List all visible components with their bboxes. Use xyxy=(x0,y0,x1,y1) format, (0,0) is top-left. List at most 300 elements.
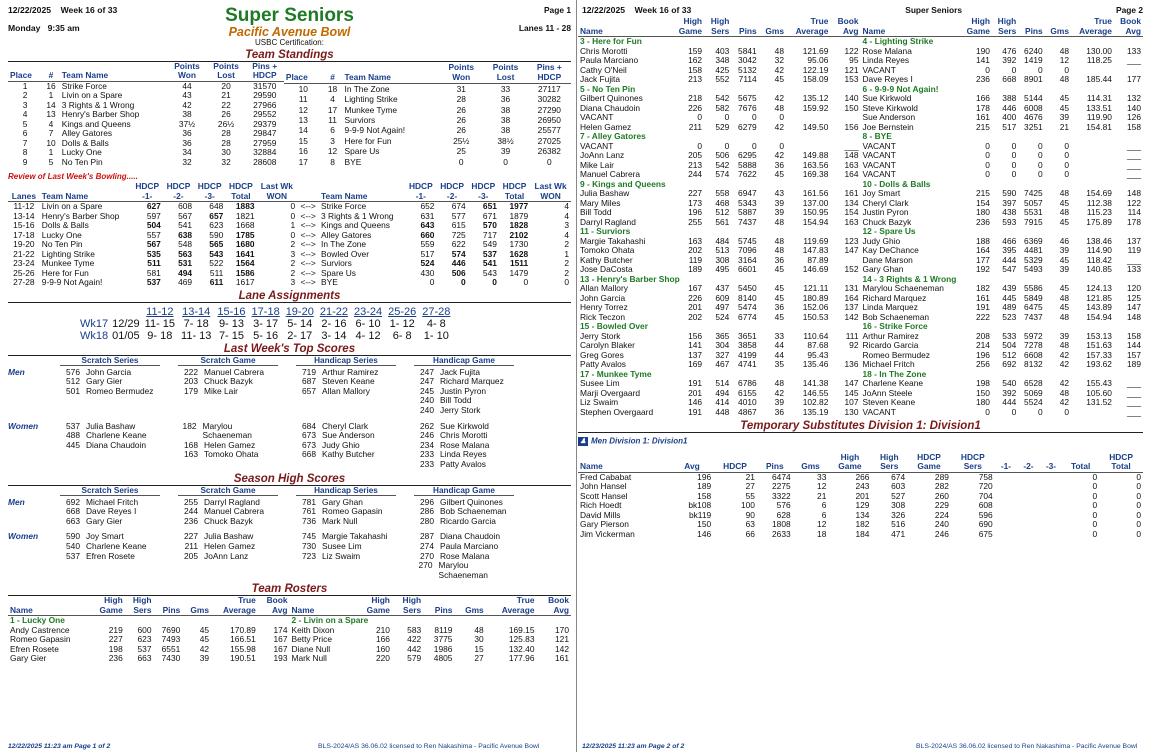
standings-cell: 1 xyxy=(22,80,28,91)
sub-cell: 0 xyxy=(1092,519,1098,530)
sub-cell: 158 xyxy=(697,490,712,501)
standings-cell: 44 xyxy=(182,80,192,91)
standings-cell: 14 xyxy=(46,99,56,110)
roster-cell: 0 xyxy=(1011,140,1017,151)
roster-cell: 425 xyxy=(715,64,730,75)
roster-table xyxy=(861,17,1144,417)
roster-cell: Marji Overgaard xyxy=(580,387,641,398)
roster-cell: 6528 xyxy=(1024,378,1043,389)
roster-cell: 448 xyxy=(715,406,730,417)
roster-cell: 533 xyxy=(1002,330,1017,341)
roster-cell: 552 xyxy=(715,74,730,85)
roster-cell: 537 xyxy=(137,643,152,654)
roster-cell: 154.94 xyxy=(1086,311,1112,322)
sub-cell: 308 xyxy=(891,500,906,511)
roster-cell: 5972 xyxy=(1024,330,1043,341)
standings-cell: 27025 xyxy=(537,135,561,146)
bowler-name: Helen Gamez xyxy=(204,439,256,450)
roster-cell: 36 xyxy=(774,159,784,170)
col-header: Sers xyxy=(125,606,154,616)
roster-cell: 513 xyxy=(715,245,730,256)
roster-cell: 4481 xyxy=(1024,245,1043,256)
standings-cell: 17 xyxy=(298,156,308,167)
review-cell: 537 xyxy=(482,248,497,259)
col-header: -1- xyxy=(995,462,1018,472)
roster-cell: 142 xyxy=(844,311,859,322)
score-value: 576 xyxy=(66,366,80,377)
col-header: Gms xyxy=(182,606,211,616)
score-entry xyxy=(178,517,278,527)
team-name: 16 - Strike Force xyxy=(862,321,928,332)
roster-row xyxy=(8,654,290,664)
bowler-name: Justin Pyron xyxy=(440,385,487,396)
pairing: 2- 17 xyxy=(287,329,313,342)
vs-arrow: <--> xyxy=(300,201,316,212)
lane-pair-header: 21-22 xyxy=(319,305,348,318)
sub-cell xyxy=(1040,482,1063,492)
date: 12/22/2025 xyxy=(8,5,52,15)
standings-cell: 38 xyxy=(500,104,511,115)
standings-cell: 37½ xyxy=(178,118,196,129)
col-header: Sers xyxy=(992,27,1018,37)
col-header: Points xyxy=(174,60,200,71)
roster-cell: 161.56 xyxy=(802,188,829,199)
roster-cell: 211 xyxy=(688,121,703,132)
standings-cell: Lucky One xyxy=(61,147,102,158)
roster-cell: 163 xyxy=(844,159,859,170)
roster-cell: ___ xyxy=(1127,140,1141,151)
score-value: 163 xyxy=(184,449,198,460)
standings-cell: 28608 xyxy=(253,156,277,167)
col-header: -3- xyxy=(194,192,225,202)
roster-cell: 21 xyxy=(1059,121,1070,132)
roster-cell: 208 xyxy=(975,330,990,341)
col-header: WON xyxy=(257,192,298,202)
review-cell: 13-14 xyxy=(13,210,35,221)
roster-cell: 180 xyxy=(975,397,990,408)
roster-cell: 5057 xyxy=(1024,197,1043,208)
roster-cell: 95.43 xyxy=(807,349,829,360)
roster-cell: 135.46 xyxy=(802,359,829,370)
roster-cell: 45 xyxy=(774,74,784,85)
roster-cell: VACANT xyxy=(862,64,896,75)
roster-cell: 146.55 xyxy=(802,387,829,398)
review-cell: 0 xyxy=(564,277,569,288)
roster-cell: 87.68 xyxy=(807,340,829,351)
roster-cell: 5888 xyxy=(738,159,757,170)
col-header: Points xyxy=(448,61,475,72)
team-name: 18 - In The Zone xyxy=(862,368,927,379)
roster-cell: 7425 xyxy=(1024,188,1043,199)
roster-cell: 188 xyxy=(975,235,990,246)
roster-cell: Romeo Bermudez xyxy=(862,349,930,360)
roster-cell: 5745 xyxy=(738,235,757,246)
roster-cell: 189 xyxy=(688,264,703,275)
roster-cell: 192 xyxy=(975,264,990,275)
sub-cell: 129 xyxy=(855,500,870,511)
substitutes-table xyxy=(578,453,1143,540)
sub-cell: 266 xyxy=(855,471,870,482)
roster-cell: 8901 xyxy=(1024,74,1043,85)
review-cell: 15-16 xyxy=(13,220,35,231)
roster-cell: ___ xyxy=(844,140,859,151)
roster-cell: 114.90 xyxy=(1086,245,1112,256)
roster-cell: 154 xyxy=(975,197,990,208)
review-cell: 549 xyxy=(482,239,497,250)
roster-cell: Rose Malana xyxy=(862,45,912,56)
team-name: 14 - 3 Rights & 1 Wrong xyxy=(862,273,957,284)
col-header: Place xyxy=(8,71,42,81)
roster-cell: 161 xyxy=(975,112,990,123)
roster-cell: 43 xyxy=(774,188,784,199)
score-value: 247 xyxy=(420,366,434,377)
roster-cell: John Garcia xyxy=(580,292,626,303)
roster-cell: 5849 xyxy=(1024,292,1043,303)
review-cell: 631 xyxy=(420,210,435,221)
roster-cell: 227 xyxy=(108,634,123,645)
col-header: HDCP xyxy=(440,181,464,192)
sub-cell: 758 xyxy=(978,471,993,482)
roster-cell: 476 xyxy=(1002,45,1017,56)
season-high-scores xyxy=(8,486,571,581)
roster-cell: 400 xyxy=(1002,112,1017,123)
review-cell: 25-26 xyxy=(13,267,35,278)
roster-cell: 7096 xyxy=(738,245,757,256)
score-group xyxy=(8,532,571,580)
rosters-title: Team Rosters xyxy=(8,583,571,596)
footer-left: 12/22/2025 11:23 am Page 1 of 2 xyxy=(8,742,111,750)
roster-cell: 135.12 xyxy=(802,93,829,104)
standings-cell: 28 xyxy=(221,128,231,139)
bowler-name: Romeo Gapasin xyxy=(322,506,383,517)
sub-cell: 603 xyxy=(891,481,906,492)
col-header: Gms xyxy=(793,462,829,472)
review-cell: In The Zone xyxy=(321,239,367,250)
col-header: -1- xyxy=(132,192,163,202)
roster-cell: 148 xyxy=(844,150,859,161)
roster-cell: 44 xyxy=(774,340,784,351)
roster-cell: 0 xyxy=(724,140,730,151)
roster-row xyxy=(861,151,1144,161)
review-cell: 577 xyxy=(451,210,466,221)
standings-cell: Alley Gatores xyxy=(61,128,113,139)
roster-cell: 30 xyxy=(474,634,484,645)
col-header: High xyxy=(971,16,990,27)
pairing: 4- 12 xyxy=(355,329,381,342)
sub-cell: 246 xyxy=(934,528,949,539)
roster-cell: 7278 xyxy=(1024,340,1043,351)
roster-cell: 494 xyxy=(715,387,730,398)
roster-cell: 119.90 xyxy=(1086,112,1112,123)
roster-cell: 102.82 xyxy=(802,397,829,408)
footer-right: BLS-2024/AS 36.06.02 licensed to Ren Nakashima - Pacific Avenue Bowl xyxy=(916,742,1138,750)
gender-label: Women xyxy=(8,531,39,542)
roster-cell: 39 xyxy=(1059,245,1070,256)
roster-cell: 444 xyxy=(1002,254,1017,265)
sub-cell: 6 xyxy=(821,509,827,520)
team-row xyxy=(578,132,861,142)
standings-right-table xyxy=(284,62,571,168)
sub-cell xyxy=(1017,472,1040,482)
standings-cell: 38 xyxy=(500,125,511,136)
roster-cell: 48 xyxy=(474,624,484,635)
roster-cell: 152.06 xyxy=(802,302,829,313)
team-name: 9 - Kings and Queens xyxy=(580,178,666,189)
standings-cell: 36 xyxy=(500,94,511,105)
roster-cell: Gilbert Quinones xyxy=(580,93,643,104)
score-value: 182 xyxy=(182,420,197,431)
score-col-header: Scratch Series xyxy=(60,486,160,496)
bowler-name: Richard Marquez xyxy=(440,376,504,387)
col-header: -2- xyxy=(436,192,467,202)
roster-cell: Diane Null xyxy=(291,643,331,654)
roster-cell: 193.62 xyxy=(1086,359,1112,370)
col-header: Won xyxy=(167,71,206,81)
roster-cell: 120 xyxy=(1127,283,1141,294)
lane-pair-header: 25-26 xyxy=(388,305,417,318)
roster-cell: Patty Avalos xyxy=(580,359,626,370)
roster-cell: 191 xyxy=(688,378,703,389)
lanes-range: Lanes 11 - 28 xyxy=(518,23,571,34)
roster-cell: 42 xyxy=(1059,397,1070,408)
roster-cell: 149.88 xyxy=(802,150,829,161)
roster-cell: Manuel Cabrera xyxy=(580,169,641,180)
roster-cell: 0 xyxy=(1064,150,1070,161)
col-header xyxy=(284,62,323,72)
bowler-name: Rose Malana xyxy=(440,439,490,450)
review-cell: 570 xyxy=(482,220,497,231)
score-value: 501 xyxy=(66,385,80,396)
score-column xyxy=(178,422,278,470)
lanes-title: Lane Assignments xyxy=(8,290,571,303)
standings-cell: Lighting Strike xyxy=(344,94,398,105)
roster-cell: 6601 xyxy=(738,264,757,275)
standings-cell: 29590 xyxy=(253,90,277,101)
roster-cell: Sue Anderson xyxy=(862,112,916,123)
bowler-name: John Garcia xyxy=(86,366,132,377)
standings-cell: 22 xyxy=(221,99,231,110)
score-value: 673 xyxy=(302,439,316,450)
roster-cell: 45 xyxy=(774,283,784,294)
sub-cell: David Mills xyxy=(580,509,621,520)
col-header: Book xyxy=(266,595,288,606)
roster-cell: 119.69 xyxy=(803,235,829,246)
roster-cell: 514 xyxy=(715,378,730,389)
score-value: 673 xyxy=(302,430,316,441)
team-name: 15 - Bowled Over xyxy=(580,321,648,332)
roster-row xyxy=(861,398,1144,408)
col-header: True xyxy=(1094,16,1112,27)
score-value: 687 xyxy=(302,376,316,387)
bowler-name: Romeo Bermudez xyxy=(86,385,154,396)
roster-cell: 210 xyxy=(375,624,390,635)
review-cell: 543 xyxy=(209,248,224,259)
col-header: WON xyxy=(530,192,571,202)
roster-cell: ___ xyxy=(1127,406,1141,417)
sub-cell: 0 xyxy=(1092,471,1098,482)
col-header: HDCP xyxy=(917,451,941,462)
team-name: 17 - Munkee Tyme xyxy=(580,368,652,379)
bowler-name: Margie Takahashi xyxy=(322,531,388,542)
roster-cell: 45 xyxy=(774,292,784,303)
roster-cell: 7690 xyxy=(161,624,181,635)
roster-cell: 45 xyxy=(1059,102,1070,113)
bowler-name: Charlene Keane xyxy=(86,430,147,441)
standings-title: Team Standings xyxy=(8,49,571,62)
standings-cell: 32 xyxy=(182,156,192,167)
review-cell: 1564 xyxy=(235,258,255,269)
roster-cell: 214 xyxy=(975,340,990,351)
score-value: 745 xyxy=(302,531,316,542)
roster-cell: 140 xyxy=(1127,102,1141,113)
roster-cell: VACANT xyxy=(862,159,896,170)
roster-cell: 95.06 xyxy=(807,55,829,66)
roster-cell: 6279 xyxy=(738,121,757,132)
col-header: HDCP xyxy=(471,181,496,192)
sub-cell: 184 xyxy=(855,528,870,539)
review-cell: 559 xyxy=(420,239,435,250)
roster-cell: 468 xyxy=(715,197,730,208)
roster-cell: 126 xyxy=(1127,112,1141,123)
pairing: 6- 8 xyxy=(392,329,412,342)
sub-cell: 182 xyxy=(855,519,870,530)
col-header: Gms xyxy=(1045,27,1071,37)
review-cell: 27-28 xyxy=(13,277,35,288)
standings-cell: 17 xyxy=(327,104,338,115)
standings-cell: 14 xyxy=(298,125,308,136)
standings-cell: Surviors xyxy=(344,115,376,126)
review-title: Review of Last Week's Bowling..... xyxy=(8,172,138,182)
score-entry xyxy=(60,517,160,527)
score-value: 723 xyxy=(302,550,316,561)
roster-cell: 36 xyxy=(774,302,784,313)
sub-cell xyxy=(995,501,1018,511)
roster-cell: 392 xyxy=(1002,387,1017,398)
review-cell: Bowled Over xyxy=(321,248,369,259)
review-cell: 563 xyxy=(178,248,193,259)
col-header: Game xyxy=(671,27,704,37)
sub-cell: 134 xyxy=(855,509,870,520)
review-cell: 1479 xyxy=(509,267,529,278)
standings-row xyxy=(284,146,571,156)
sub-cell xyxy=(1040,520,1063,530)
roster-cell: 162 xyxy=(688,55,703,66)
review-cell: 2 xyxy=(564,239,569,250)
roster-cell: Charlene Keane xyxy=(862,378,924,389)
roster-cell: 147 xyxy=(1127,302,1141,313)
roster-cell: Betty Price xyxy=(291,634,332,645)
standings-cell: 16 xyxy=(298,146,308,157)
roster-cell: 154.81 xyxy=(1086,121,1112,132)
team-name: 12 - Spare Us xyxy=(862,226,916,237)
standings-cell: 26½ xyxy=(217,118,235,129)
score-value: 668 xyxy=(302,449,316,460)
roster-cell: 45 xyxy=(1059,216,1070,227)
sub-cell: 66 xyxy=(745,528,755,539)
roster-cell: 46 xyxy=(1059,235,1070,246)
standings-cell: 33 xyxy=(500,83,511,94)
roster-cell: 48 xyxy=(1059,311,1070,322)
roster-cell: 48 xyxy=(1059,387,1070,398)
bowler-name: Bob Schaeneman xyxy=(440,506,507,517)
standings-cell: 11 xyxy=(298,94,308,105)
roster-cell: 201 xyxy=(688,302,703,313)
lane-pair-header: 17-18 xyxy=(251,305,280,318)
score-entry xyxy=(60,552,160,562)
col-header: True xyxy=(516,595,535,606)
roster-cell: 190.51 xyxy=(230,653,256,664)
roster-cell: 141.38 xyxy=(802,378,829,389)
roster-cell: 130.00 xyxy=(1086,45,1112,56)
bowler-name: Mike Lair xyxy=(204,385,238,396)
roster-cell: 3164 xyxy=(738,254,757,265)
bowler-name: Chuck Bazyk xyxy=(204,376,253,387)
roster-cell: 163.56 xyxy=(802,159,829,170)
review-cell: Here for Fun xyxy=(41,267,89,278)
roster-cell: 137 xyxy=(844,302,859,313)
week-date: 12/29 xyxy=(112,317,140,330)
sub-cell: 1808 xyxy=(772,519,791,530)
roster-cell: 5675 xyxy=(738,93,757,104)
roster-cell: 6008 xyxy=(1024,102,1043,113)
score-value: 270 xyxy=(418,560,433,571)
roster-cell: Susee Lim xyxy=(580,378,620,389)
bowler-name: Judy Ghio xyxy=(322,439,360,450)
review-cell: 557 xyxy=(146,229,161,240)
roster-cell: 6551 xyxy=(161,643,181,654)
sub-cell: 18 xyxy=(817,528,827,539)
roster-cell: Tomoko Ohata xyxy=(580,245,635,256)
standings-cell: 6 xyxy=(330,125,335,136)
roster-cell: 39 xyxy=(774,197,784,208)
bowler-name: Darryl Ragland xyxy=(204,496,260,507)
bowler-name: Efren Rosete xyxy=(86,550,135,561)
roster-cell: 42 xyxy=(1059,349,1070,360)
col-header: # xyxy=(323,72,343,83)
col-header: Average xyxy=(486,606,537,616)
col-header: Last Wk xyxy=(260,181,293,192)
bowler-name: Susee Lim xyxy=(322,540,362,551)
roster-cell: 134 xyxy=(844,197,859,208)
standings-cell: 5 xyxy=(48,156,54,167)
roster-cell: 141 xyxy=(688,340,703,351)
review-cell: 537 xyxy=(146,277,161,288)
pairing: 2- 16 xyxy=(321,317,347,330)
roster-cell: 0 xyxy=(985,159,990,170)
col-header: Total xyxy=(499,192,530,202)
review-cell: Spare Us xyxy=(321,267,356,278)
roster-cell: 125.83 xyxy=(508,634,535,645)
score-value: 296 xyxy=(420,496,434,507)
col-header: Total xyxy=(1099,462,1143,472)
roster-cell: Bob Schaeneman xyxy=(862,311,930,322)
sub-cell xyxy=(1040,530,1063,540)
sub-cell: 0 xyxy=(1092,500,1098,511)
team-row xyxy=(861,132,1144,142)
bowler-name: Charlene Keane xyxy=(86,540,147,551)
roster-cell: 170 xyxy=(555,624,569,635)
roster-cell: 45 xyxy=(1059,283,1070,294)
col-header: Sers xyxy=(392,606,423,616)
roster-cell: 122 xyxy=(1127,197,1141,208)
standings-cell: 9 xyxy=(22,156,28,167)
bowler-name: JoAnn Lanz xyxy=(204,550,249,561)
roster-cell: ___ xyxy=(1127,55,1141,66)
roster-cell: Jack Fujita xyxy=(580,74,621,85)
review-cell: 430 xyxy=(420,267,435,278)
roster-row xyxy=(290,654,572,664)
col-header: HDCP xyxy=(197,181,222,192)
